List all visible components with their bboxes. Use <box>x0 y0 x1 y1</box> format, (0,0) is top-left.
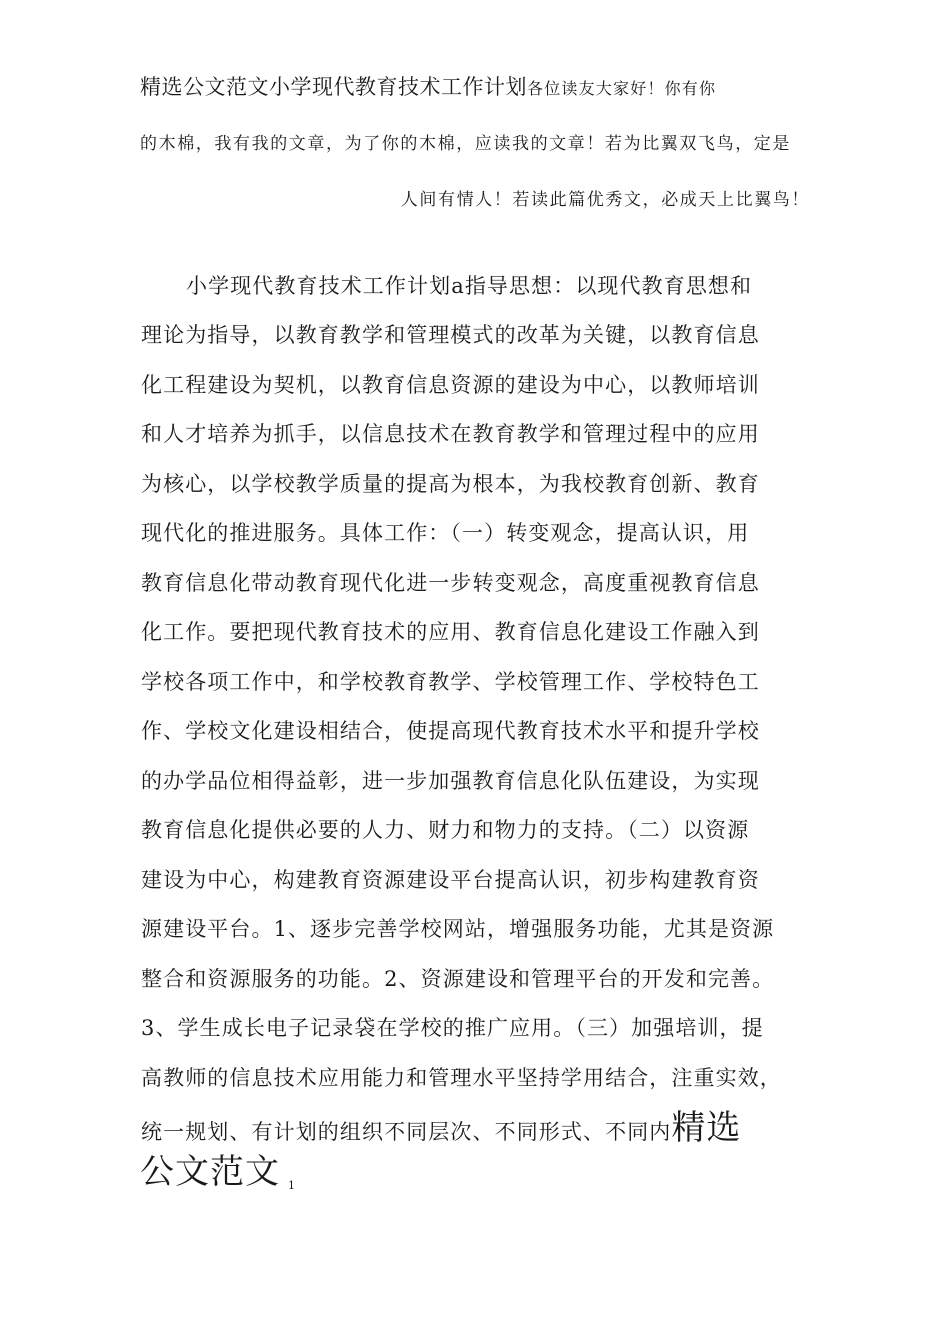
body-line: 小学现代教育技术工作计划a指导思想：以现代教育思想和 <box>186 274 753 298</box>
body-line: 学校各项工作中，和学校教育教学、学校管理工作、学校特色工 <box>141 670 760 694</box>
header-line-1 <box>140 77 820 99</box>
document-title: 精选公文范文小学现代教育技术工作计划 <box>140 75 527 99</box>
body-line: 理论为指导，以教育教学和管理模式的改革为关键，以教育信息 <box>141 323 760 347</box>
body-line: 化工程建设为契机，以教育信息资源的建设为中心，以教师培训 <box>141 373 760 397</box>
body-line: 教育信息化带动教育现代化进一步转变观念，高度重视教育信息 <box>141 571 760 595</box>
body-line: 源建设平台。1、逐步完善学校网站，增强服务功能，尤其是资源 <box>141 917 775 941</box>
body-line-last <box>141 1108 816 1152</box>
greeting-text: 各位读友大家好！你有你 <box>527 79 717 98</box>
body-line: 化工作。要把现代教育技术的应用、教育信息化建设工作融入到 <box>141 620 760 644</box>
body-line: 建设为中心，构建教育资源建设平台提高认识，初步构建教育资 <box>141 868 760 892</box>
body-line: 和人才培养为抓手，以信息技术在教育教学和管理过程中的应用 <box>141 422 760 446</box>
body-line: 高教师的信息技术应用能力和管理水平坚持学用结合，注重实效， <box>141 1066 782 1090</box>
body-line: 整合和资源服务的功能。2、资源建设和管理平台的开发和完善。 <box>141 967 775 991</box>
header-line-3: 人间有情人！若读此篇优秀文，必成天上比翼鸟！ <box>400 190 810 210</box>
body-line: 3、学生成长电子记录袋在学校的推广应用。（三）加强培训，提 <box>141 1016 764 1040</box>
body-line: 的办学品位相得益彰，进一步加强教育信息化队伍建设，为实现 <box>141 769 760 793</box>
body-line-text: 统一规划、有计划的组织不同层次、不同形式、不同内 <box>141 1120 672 1144</box>
body-line: 现代化的推进服务。具体工作：（一）转变观念，提高认识，用 <box>141 521 750 545</box>
page-number: 1 <box>288 1179 295 1192</box>
header-line-2: 的木棉，我有我的文章，为了你的木棉，应读我的文章！若为比翼双飞鸟，定是 <box>140 134 791 154</box>
body-line: 为核心，以学校教学质量的提高为根本，为我校教育创新、教育 <box>141 472 760 496</box>
body-line: 作、学校文化建设相结合，使提高现代教育技术水平和提升学校 <box>141 719 760 743</box>
body-line: 教育信息化提供必要的人力、财力和物力的支持。（二）以资源 <box>141 818 750 842</box>
watermark-text-large: 精选 <box>671 1108 742 1148</box>
footer-line <box>140 1152 295 1206</box>
footer-watermark-text: 公文范文 <box>140 1152 280 1192</box>
